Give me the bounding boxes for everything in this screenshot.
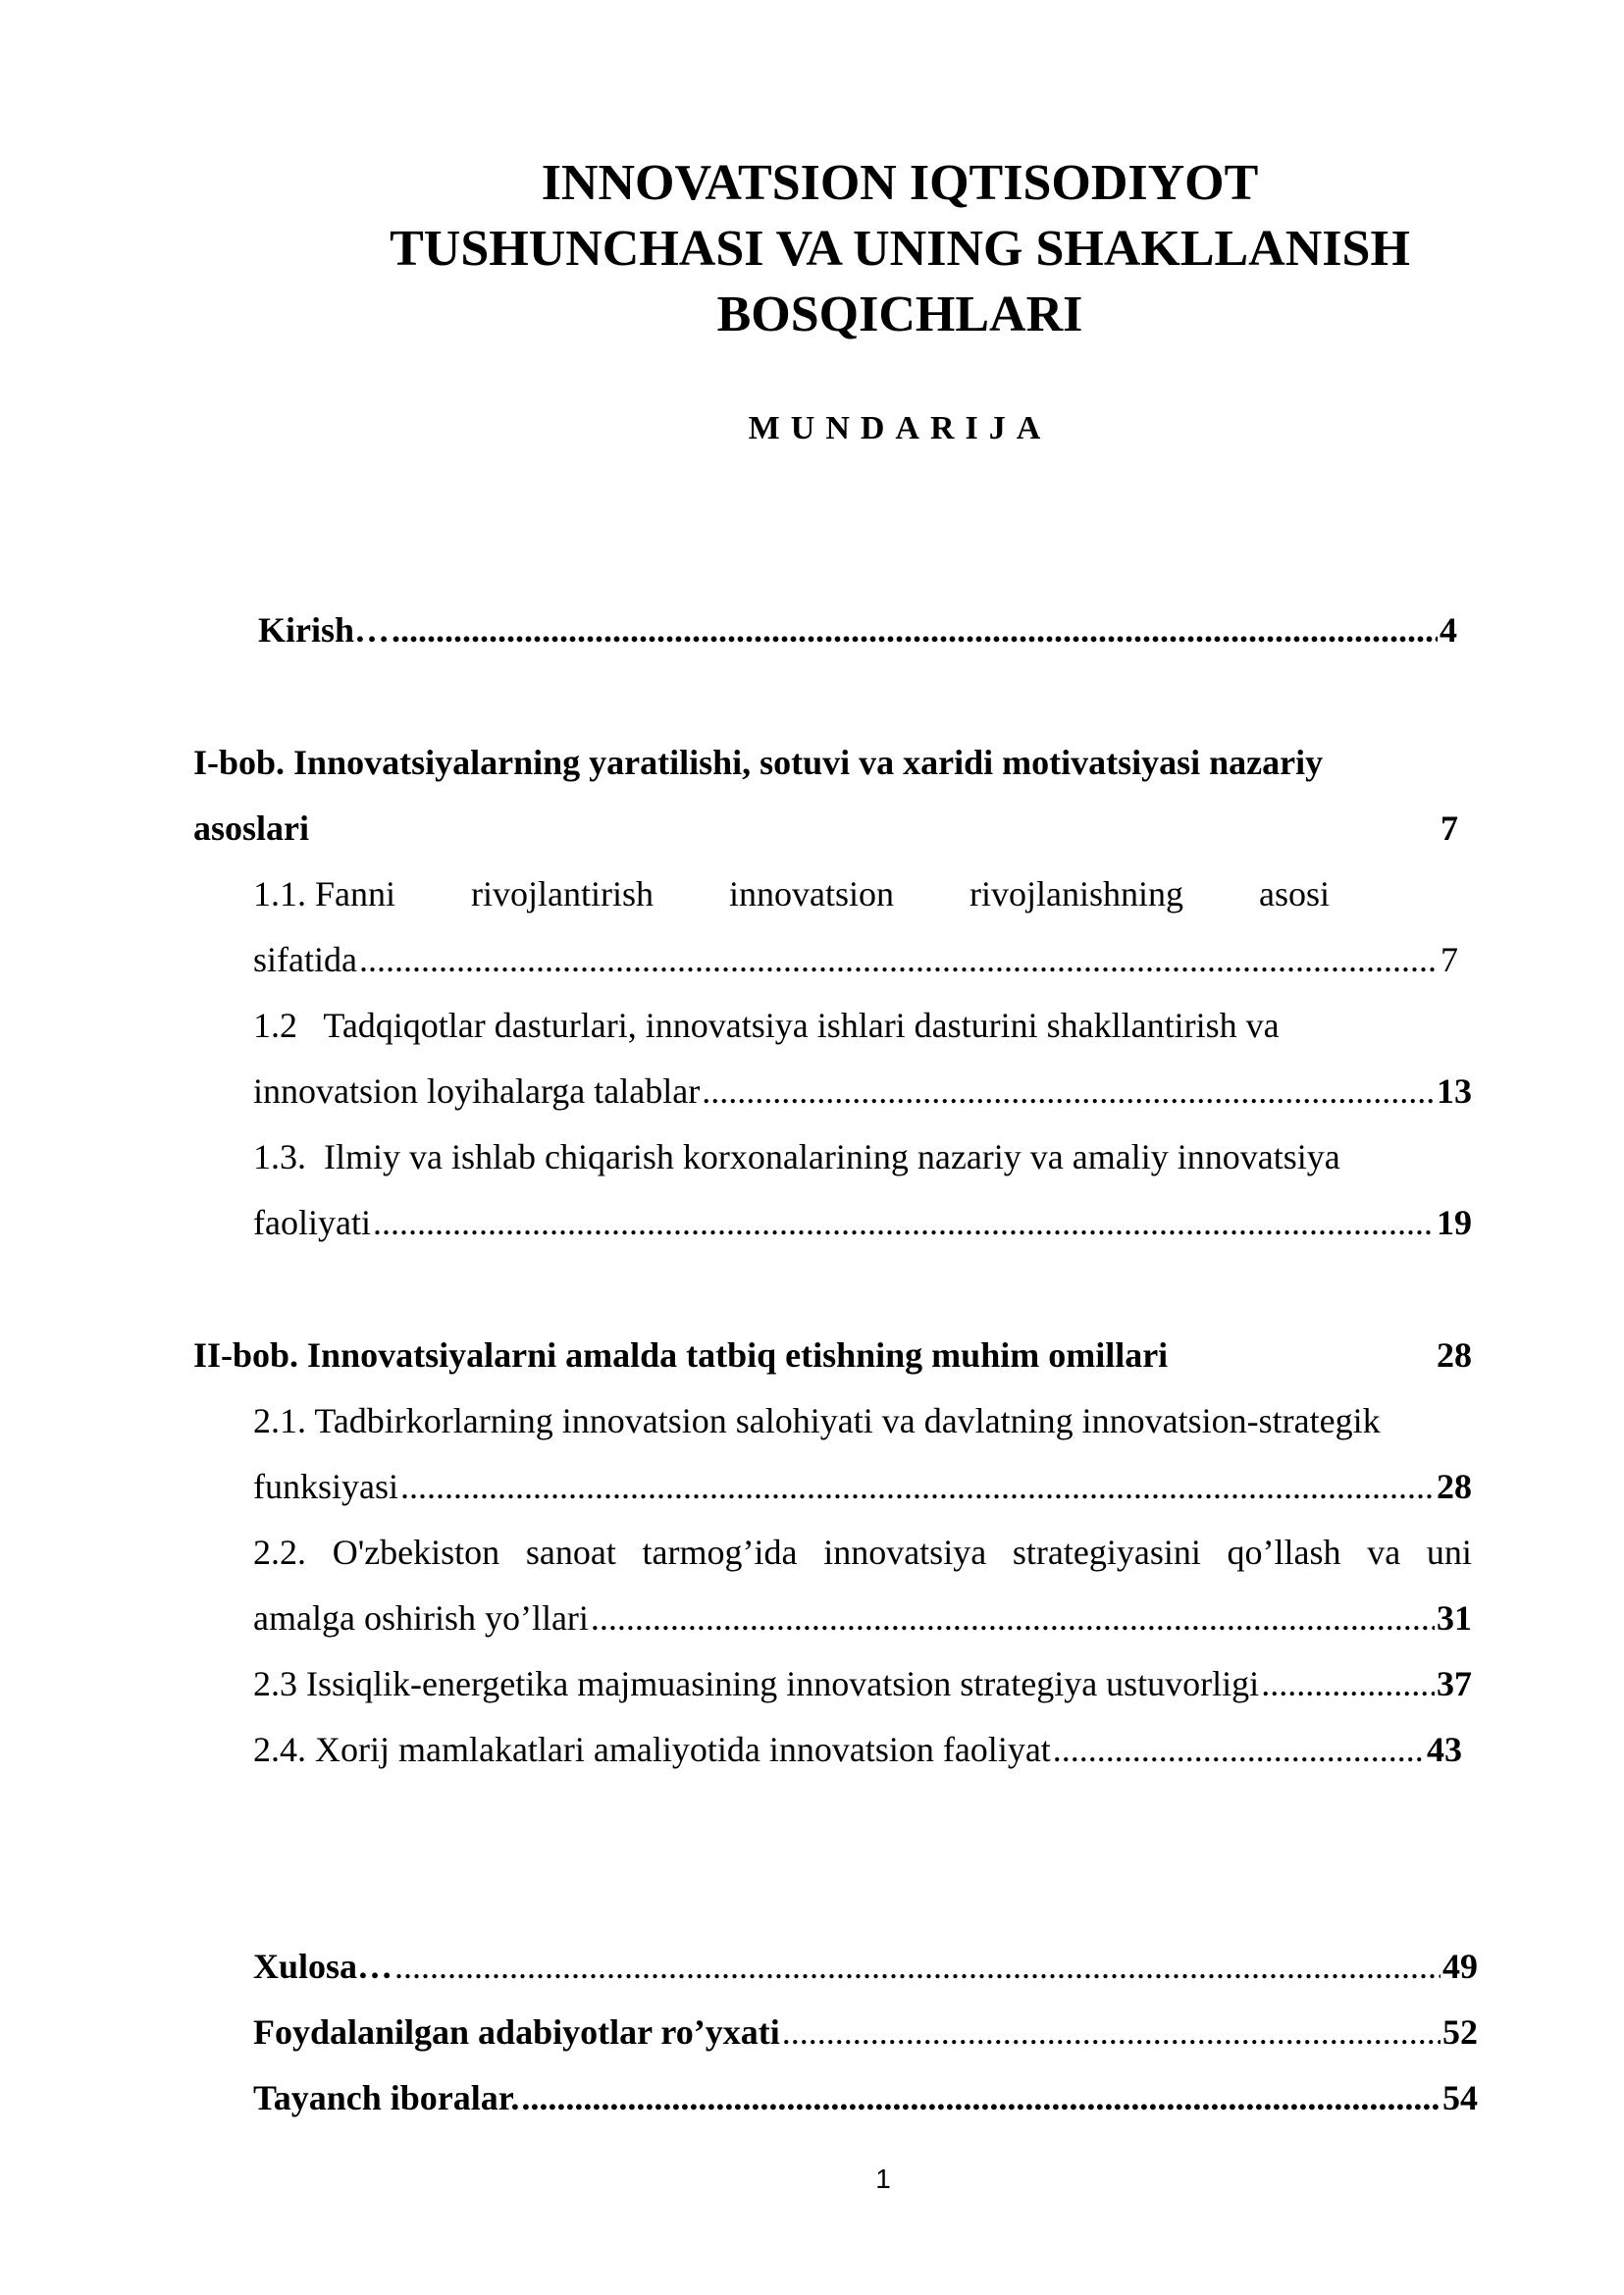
word: tarmog’ida (642, 1533, 798, 1572)
toc-entry-label: funksiyasi (253, 1467, 398, 1506)
toc-section-2-3[interactable] (253, 1662, 1472, 1705)
toc-leader-dots (1261, 1662, 1435, 1705)
toc-section-1-2-line-2[interactable] (253, 1069, 1472, 1113)
toc-entry-label: Kirish… (258, 610, 391, 650)
word: innovatsiya (823, 1533, 987, 1572)
toc-entry-label: 2.4. Xorij mamlakatlari amaliyotida innovatsion faoliyat (253, 1730, 1051, 1769)
toc-chapter-1-line-1[interactable]: I-bob. Innovatsiyalarning yaratilishi, sotuvi va xaridi motivatsiyasi nazariy (193, 743, 1324, 782)
toc-chapter-2-page: 28 (1437, 1335, 1472, 1375)
contents-heading: MUNDARIJA (748, 410, 1052, 446)
toc-section-2-2-line-2[interactable] (253, 1596, 1472, 1640)
toc-leader-dots (400, 1465, 1435, 1508)
word: strategiyasini (1012, 1533, 1201, 1572)
toc-page-number: 19 (1437, 1203, 1472, 1242)
toc-leader-dots (702, 1069, 1435, 1113)
word: rivojlanishning (969, 874, 1183, 913)
toc-entry-label: faoliyati (253, 1203, 371, 1242)
toc-entry-label: innovatsion loyihalarga talablar (253, 1071, 701, 1111)
toc-section-2-1-line-1[interactable]: 2.1. Tadbirkorlarning innovatsion salohiyati va davlatning innovatsion-strategik (253, 1401, 1381, 1440)
toc-entry-label: Tayanch iboralar. (253, 2078, 520, 2117)
word: asosi (1259, 874, 1330, 913)
toc-leader-dots (1053, 1728, 1425, 1771)
page-number: 1 (875, 2164, 891, 2194)
toc-chapter-1-page: 7 (1441, 808, 1458, 848)
toc-page-number: 37 (1437, 1664, 1472, 1703)
word: uni (1426, 1533, 1472, 1572)
toc-section-1-2-line-1[interactable]: 1.2 Tadqiqotlar dasturlari, innovatsiya ishlari dasturini shakllantirish va (253, 1006, 1280, 1045)
toc-leader-dots (373, 1201, 1435, 1244)
toc-section-1-3-line-2[interactable] (253, 1201, 1472, 1244)
toc-page-number: 54 (1442, 2078, 1478, 2117)
toc-section-1-1-line-1[interactable] (253, 872, 1330, 915)
toc-leader-dots (591, 1596, 1435, 1640)
toc-section-2-2-line-1[interactable] (253, 1531, 1472, 1574)
title-line-1: INNOVATSION IQTISODIYOT (541, 155, 1259, 211)
toc-section-1-3-line-1[interactable]: 1.3. Ilmiy va ishlab chiqarish korxonalarining nazariy va amaliy innovatsiya (253, 1137, 1340, 1176)
word: 2.2. (253, 1533, 306, 1572)
toc-entry-label: amalga oshirish yo’llari (253, 1598, 589, 1638)
toc-section-1-1-line-2[interactable] (253, 938, 1458, 981)
document-title (0, 150, 1624, 347)
toc-entry-references[interactable] (253, 2010, 1478, 2054)
word: innovatsion (729, 874, 894, 913)
toc-leader-dots (782, 2010, 1441, 2054)
toc-page-number: 28 (1437, 1467, 1472, 1506)
toc-entry-kirish[interactable] (258, 608, 1457, 652)
title-line-2: TUSHUNCHASI VA UNING SHAKLLANISH (390, 221, 1410, 277)
toc-page-number: 4 (1440, 610, 1457, 650)
toc-entry-xulosa[interactable] (253, 1945, 1478, 1988)
toc-chapter-1-line-2[interactable]: asoslari (193, 808, 310, 848)
toc-page-number: 31 (1437, 1598, 1472, 1638)
toc-page-number: 52 (1442, 2012, 1478, 2052)
word: sanoat (525, 1533, 616, 1572)
toc-entry-label: 2.3 Issiqlik-energetika majmuasining innovatsion strategiya ustuvorligi (253, 1664, 1260, 1703)
toc-entry-label: Xulosa… (253, 1947, 393, 1986)
word: O'zbekiston (332, 1533, 500, 1572)
toc-leader-dots (521, 2076, 1441, 2119)
word: qo’llash (1227, 1533, 1341, 1572)
toc-chapter-2[interactable]: II-bob. Innovatsiyalarni amalda tatbiq etishning muhim omillari (193, 1335, 1169, 1375)
toc-section-2-4[interactable] (253, 1728, 1462, 1771)
toc-leader-dots (392, 608, 1438, 652)
word: rivojlantirish (471, 874, 654, 913)
title-line-3: BOSQICHLARI (716, 287, 1083, 342)
word: va (1367, 1533, 1401, 1572)
toc-page-number: 49 (1442, 1947, 1478, 1986)
toc-leader-dots (394, 1945, 1441, 1988)
toc-entry-label: sifatida (253, 940, 357, 979)
toc-page-number: 43 (1427, 1730, 1462, 1769)
toc-page-number: 13 (1437, 1071, 1472, 1111)
toc-page-number: 7 (1441, 940, 1458, 979)
toc-leader-dots (359, 938, 1439, 981)
word: 1.1. Fanni (253, 874, 396, 913)
toc-entry-label: Foydalanilgan adabiyotlar ro’yxati (253, 2012, 780, 2052)
toc-section-2-1-line-2[interactable] (253, 1465, 1472, 1508)
toc-entry-key-terms[interactable] (253, 2076, 1478, 2119)
